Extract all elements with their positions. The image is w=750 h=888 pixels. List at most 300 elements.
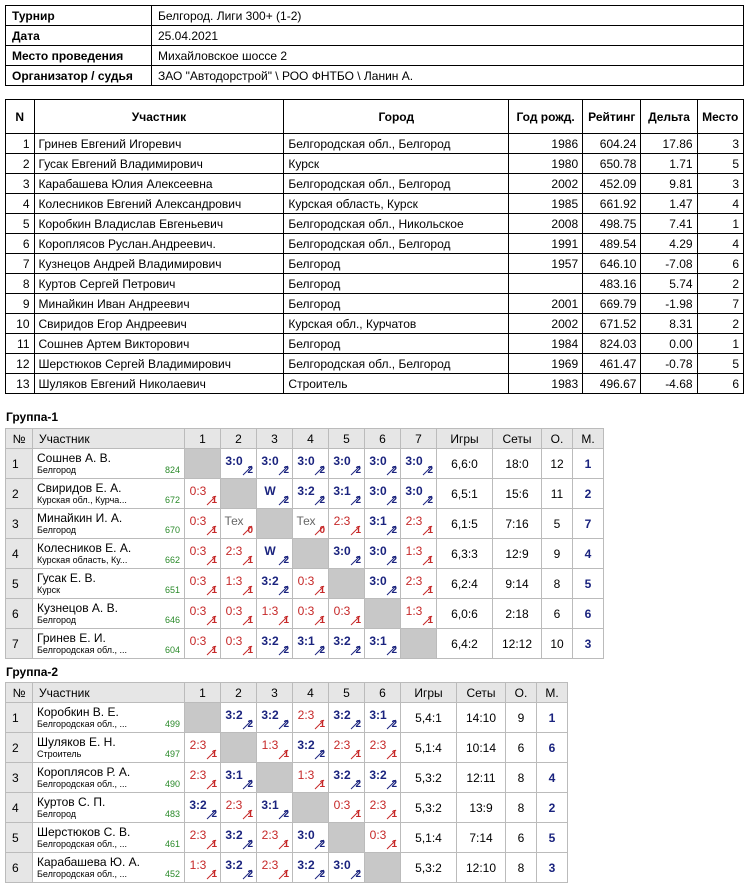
table-cell: 10 (6, 314, 35, 334)
match-result (185, 853, 220, 882)
table-cell: 671.52 (583, 314, 641, 334)
match-result (329, 449, 364, 478)
participant-cell (33, 569, 185, 599)
games-cell: 6,2:4 (437, 569, 493, 599)
match-result (329, 479, 364, 508)
sets-cell: 10:14 (457, 733, 506, 763)
match-result (365, 629, 400, 658)
table-cell: Кузнецов Андрей Владимирович (34, 254, 284, 274)
match-score: 3:2 (261, 574, 279, 588)
tournament-info-table (5, 5, 744, 86)
participant-cell (33, 449, 185, 479)
match-cell (257, 853, 293, 883)
match-cell (221, 823, 257, 853)
table-cell: 489.54 (583, 234, 641, 254)
match-cell (221, 853, 257, 883)
match-points: 1 (211, 495, 217, 506)
match-score: 1:3 (405, 544, 423, 558)
table-cell: Гринев Евгений Игоревич (34, 134, 284, 154)
match-points: 2 (319, 839, 325, 850)
table-cell: Коробкин Владислав Евгеньевич (34, 214, 284, 234)
match-result (329, 793, 364, 822)
table-cell: 8.31 (641, 314, 697, 334)
table-cell: 4 (697, 234, 743, 254)
row-number: 1 (6, 703, 33, 733)
group-header: 4 (293, 429, 329, 449)
table-cell: 6 (697, 374, 743, 394)
match-cell (293, 599, 329, 629)
row-number: 6 (6, 599, 33, 629)
match-cell (365, 539, 401, 569)
match-points: 2 (247, 779, 253, 790)
match-result (293, 599, 328, 628)
match-score: 1:3 (297, 768, 315, 782)
match-cell (221, 539, 257, 569)
match-cell (329, 793, 365, 823)
table-cell: 2001 (509, 294, 583, 314)
match-points: 2 (283, 719, 289, 730)
participant-city: Курская обл., Курча... (37, 495, 127, 505)
match-result (257, 449, 292, 478)
group-header: 3 (257, 683, 293, 703)
match-result (293, 733, 328, 762)
match-result (401, 599, 436, 628)
match-points: 1 (319, 719, 325, 730)
match-points: 2 (283, 465, 289, 476)
table-cell: 13 (6, 374, 35, 394)
match-score: 0:3 (189, 604, 207, 618)
group-row (6, 703, 568, 733)
table-cell: 1969 (509, 354, 583, 374)
match-cell (293, 763, 329, 793)
match-result (221, 629, 256, 658)
match-score: 0:3 (225, 634, 243, 648)
group-header: М. (573, 429, 604, 449)
match-result (257, 823, 292, 852)
match-score: 3:2 (369, 768, 387, 782)
points-cell: 6 (506, 733, 537, 763)
match-cell (365, 569, 401, 599)
match-result (365, 539, 400, 568)
match-cell (185, 479, 221, 509)
table-cell: 4 (697, 194, 743, 214)
match-score: 1:3 (261, 738, 279, 752)
table-cell: Курская обл., Курчатов (284, 314, 509, 334)
group-header: 1 (185, 429, 221, 449)
match-result (293, 823, 328, 852)
match-score: 0:3 (297, 604, 315, 618)
match-result (365, 733, 400, 762)
participant-name: Шуляков Е. Н. (37, 735, 116, 749)
match-score: 2:3 (225, 544, 243, 558)
place-cell: 3 (573, 629, 604, 659)
table-cell: 5 (697, 154, 743, 174)
match-score: 3:2 (297, 484, 315, 498)
match-result (365, 479, 400, 508)
match-points: 2 (283, 495, 289, 506)
match-result (401, 479, 436, 508)
column-header: Дельта (641, 100, 697, 134)
match-cell (185, 569, 221, 599)
match-points: 1 (319, 585, 325, 596)
match-cell (185, 733, 221, 763)
match-result (257, 629, 292, 658)
participant-cell (33, 539, 185, 569)
table-cell: 11 (6, 334, 35, 354)
group-header: М. (537, 683, 568, 703)
row-number: 3 (6, 763, 33, 793)
group-header: 6 (365, 683, 401, 703)
match-cell (257, 629, 293, 659)
match-cell (365, 509, 401, 539)
participant-name: Колесников Е. А. (37, 541, 132, 555)
match-score: 3:0 (225, 454, 243, 468)
table-cell: 8 (6, 274, 35, 294)
table-row (6, 194, 744, 214)
row-number: 5 (6, 569, 33, 599)
table-cell: Белгородская обл., Никольское (284, 214, 509, 234)
games-cell: 6,0:6 (437, 599, 493, 629)
table-cell: Шуляков Евгений Николаевич (34, 374, 284, 394)
match-cell (257, 539, 293, 569)
participant-rating: 483 (164, 809, 180, 819)
table-cell: Куртов Сергей Петрович (34, 274, 284, 294)
match-points: 2 (319, 749, 325, 760)
match-result (221, 763, 256, 792)
match-points: 2 (391, 555, 397, 566)
match-points: 2 (283, 809, 289, 820)
match-result (293, 703, 328, 732)
info-label: Турнир (6, 6, 152, 26)
match-score: 2:3 (261, 858, 279, 872)
self-cell (257, 509, 293, 539)
match-score: 2:3 (225, 798, 243, 812)
participant-cell (33, 853, 185, 883)
match-score: 1:3 (225, 574, 243, 588)
match-result (257, 599, 292, 628)
group-header: Сеты (493, 429, 542, 449)
table-cell: 7 (697, 294, 743, 314)
table-cell: 12 (6, 354, 35, 374)
match-score: 3:0 (369, 544, 387, 558)
group1-title: Группа-1 (6, 410, 59, 424)
match-score: 2:3 (189, 828, 207, 842)
table-cell: 3 (697, 134, 743, 154)
group-row (6, 733, 568, 763)
match-score: 3:2 (189, 798, 207, 812)
match-points: 1 (391, 809, 397, 820)
match-result (185, 539, 220, 568)
match-cell (257, 703, 293, 733)
match-points: 2 (319, 869, 325, 880)
self-cell (401, 629, 437, 659)
match-result (293, 629, 328, 658)
match-result (329, 733, 364, 762)
info-row (6, 66, 744, 86)
group-row (6, 763, 568, 793)
table-cell: Белгородская обл., Белгород (284, 174, 509, 194)
column-header: Город (284, 100, 509, 134)
match-points: 2 (391, 645, 397, 656)
participant-rating: 461 (164, 839, 180, 849)
table-cell: 1985 (509, 194, 583, 214)
match-cell (365, 733, 401, 763)
match-score: 3:0 (297, 828, 315, 842)
match-points: 2 (355, 869, 361, 880)
participant-rating: 672 (164, 495, 180, 505)
match-score: 3:1 (297, 634, 315, 648)
match-result (329, 703, 364, 732)
table-cell: Белгород (284, 334, 509, 354)
match-points: 1 (355, 749, 361, 760)
row-number: 6 (6, 853, 33, 883)
table-row (6, 314, 744, 334)
table-row (6, 334, 744, 354)
table-cell: 2002 (509, 314, 583, 334)
row-number: 2 (6, 479, 33, 509)
match-cell (401, 599, 437, 629)
match-points: 2 (247, 869, 253, 880)
table-cell: 1984 (509, 334, 583, 354)
table-row (6, 354, 744, 374)
table-cell: 496.67 (583, 374, 641, 394)
match-score: 1:3 (405, 604, 423, 618)
match-result (401, 449, 436, 478)
match-cell (221, 569, 257, 599)
participant-cell (33, 733, 185, 763)
row-number: 7 (6, 629, 33, 659)
participant-cell (33, 793, 185, 823)
info-label: Место проведения (6, 46, 152, 66)
match-result (185, 763, 220, 792)
table-row (6, 234, 744, 254)
column-header: Рейтинг (583, 100, 641, 134)
match-result (221, 569, 256, 598)
match-result (329, 629, 364, 658)
sets-cell: 18:0 (493, 449, 542, 479)
participant-city: Белгородская обл., ... (37, 645, 128, 655)
points-cell: 11 (542, 479, 573, 509)
match-score: 3:2 (333, 634, 351, 648)
match-points: 2 (355, 645, 361, 656)
match-points: 1 (319, 615, 325, 626)
match-score: 3:0 (297, 454, 315, 468)
match-score: 3:2 (225, 708, 243, 722)
group-row (6, 823, 568, 853)
games-cell: 5,3:2 (401, 793, 457, 823)
match-cell (257, 823, 293, 853)
points-cell: 8 (506, 853, 537, 883)
match-result (293, 509, 328, 538)
group-header: 1 (185, 683, 221, 703)
match-points: 1 (211, 525, 217, 536)
group-row (6, 793, 568, 823)
table-cell: 2 (697, 274, 743, 294)
participant-rating: 662 (164, 555, 180, 565)
match-result (257, 703, 292, 732)
group-header: 5 (329, 683, 365, 703)
table-cell: 661.92 (583, 194, 641, 214)
match-score: 2:3 (261, 828, 279, 842)
games-cell: 5,4:1 (401, 703, 457, 733)
match-points: 1 (391, 839, 397, 850)
self-cell (293, 793, 329, 823)
participant-city: Курская область, Ку... (37, 555, 128, 565)
match-points: 1 (391, 749, 397, 760)
match-cell (293, 569, 329, 599)
match-cell (293, 853, 329, 883)
group-row (6, 599, 604, 629)
match-score: 3:2 (297, 738, 315, 752)
table-cell: Минайкин Иван Андреевич (34, 294, 284, 314)
match-cell (329, 703, 365, 733)
match-result (329, 853, 364, 882)
table-row (6, 214, 744, 234)
match-cell (293, 509, 329, 539)
table-cell: 9.81 (641, 174, 697, 194)
place-cell: 4 (573, 539, 604, 569)
match-points: 1 (211, 645, 217, 656)
column-header: N (6, 100, 35, 134)
table-cell: 461.47 (583, 354, 641, 374)
match-cell (257, 733, 293, 763)
match-score: 3:0 (369, 484, 387, 498)
group-header: 4 (293, 683, 329, 703)
match-cell (329, 853, 365, 883)
match-result (401, 539, 436, 568)
row-number: 1 (6, 449, 33, 479)
match-score: 3:1 (261, 798, 279, 812)
participant-cell (33, 479, 185, 509)
match-score: 2:3 (369, 738, 387, 752)
info-value: Михайловское шоссе 2 (152, 46, 744, 66)
match-points: 0 (319, 525, 325, 536)
games-cell: 5,1:4 (401, 823, 457, 853)
match-cell (329, 599, 365, 629)
match-points: 2 (391, 465, 397, 476)
table-cell: Курск (284, 154, 509, 174)
match-score: 2:3 (405, 574, 423, 588)
group-header: О. (542, 429, 573, 449)
match-cell (329, 509, 365, 539)
match-result (185, 733, 220, 762)
match-points: 2 (427, 465, 433, 476)
match-cell (221, 449, 257, 479)
match-points: 2 (319, 465, 325, 476)
participant-cell (33, 823, 185, 853)
participant-city: Строитель (37, 749, 82, 759)
points-cell: 6 (542, 599, 573, 629)
match-score: W (264, 544, 276, 558)
match-score: 0:3 (189, 634, 207, 648)
group-header: О. (506, 683, 537, 703)
match-result (185, 629, 220, 658)
match-score: 3:1 (369, 514, 387, 528)
match-result (257, 853, 292, 882)
table-row (6, 154, 744, 174)
match-points: 1 (247, 585, 253, 596)
table-cell: 604.24 (583, 134, 641, 154)
self-cell (293, 539, 329, 569)
match-points: 2 (247, 839, 253, 850)
participant-name: Куртов С. П. (37, 795, 106, 809)
match-score: 2:3 (405, 514, 423, 528)
group-header: 5 (329, 429, 365, 449)
table-cell: 6 (6, 234, 35, 254)
match-score: 2:3 (369, 798, 387, 812)
match-cell (221, 793, 257, 823)
group-header: 2 (221, 683, 257, 703)
match-points: 2 (355, 555, 361, 566)
participant-rating: 646 (164, 615, 180, 625)
match-score: 3:1 (225, 768, 243, 782)
participant-cell (33, 509, 185, 539)
match-points: 2 (283, 645, 289, 656)
points-cell: 8 (506, 793, 537, 823)
match-points: 2 (247, 465, 253, 476)
table-cell: 1.47 (641, 194, 697, 214)
group-row (6, 509, 604, 539)
table-cell: Короплясов Руслан.Андреевич. (34, 234, 284, 254)
match-score: 0:3 (189, 514, 207, 528)
participants-table (5, 99, 744, 394)
table-cell: 2008 (509, 214, 583, 234)
match-result (365, 793, 400, 822)
participant-rating: 452 (164, 869, 180, 879)
match-cell (329, 629, 365, 659)
participant-city: Курск (37, 585, 61, 595)
participant-name: Свиридов Е. А. (37, 481, 122, 495)
match-points: 2 (355, 719, 361, 730)
match-cell (329, 479, 365, 509)
match-result (329, 539, 364, 568)
group-header: Участник (33, 683, 185, 703)
table-cell: Белгородская обл., Белгород (284, 234, 509, 254)
match-score: 0:3 (189, 574, 207, 588)
table-cell: 1.71 (641, 154, 697, 174)
match-score: 3:0 (333, 858, 351, 872)
match-score: 3:0 (405, 454, 423, 468)
participant-rating: 497 (164, 749, 180, 759)
place-cell: 2 (537, 793, 568, 823)
self-cell (257, 763, 293, 793)
table-cell: 2 (697, 314, 743, 334)
match-cell (257, 793, 293, 823)
match-cell (185, 509, 221, 539)
match-points: 1 (427, 615, 433, 626)
participant-name: Карабашева Ю. А. (37, 855, 140, 869)
table-cell: 3 (697, 174, 743, 194)
place-cell: 1 (537, 703, 568, 733)
table-cell: 669.79 (583, 294, 641, 314)
participant-name: Короплясов Р. А. (37, 765, 131, 779)
participant-cell (33, 703, 185, 733)
group-header: 6 (365, 429, 401, 449)
match-result (257, 539, 292, 568)
match-points: 2 (391, 585, 397, 596)
match-score: Тех (224, 514, 244, 528)
match-result (293, 479, 328, 508)
match-score: 3:2 (261, 634, 279, 648)
participant-cell (33, 629, 185, 659)
match-points: 1 (211, 749, 217, 760)
participant-name: Гусак Е. В. (37, 571, 96, 585)
table-row (6, 294, 744, 314)
match-result (365, 763, 400, 792)
games-cell: 5,3:2 (401, 853, 457, 883)
table-cell: 1991 (509, 234, 583, 254)
match-points: 2 (391, 779, 397, 790)
